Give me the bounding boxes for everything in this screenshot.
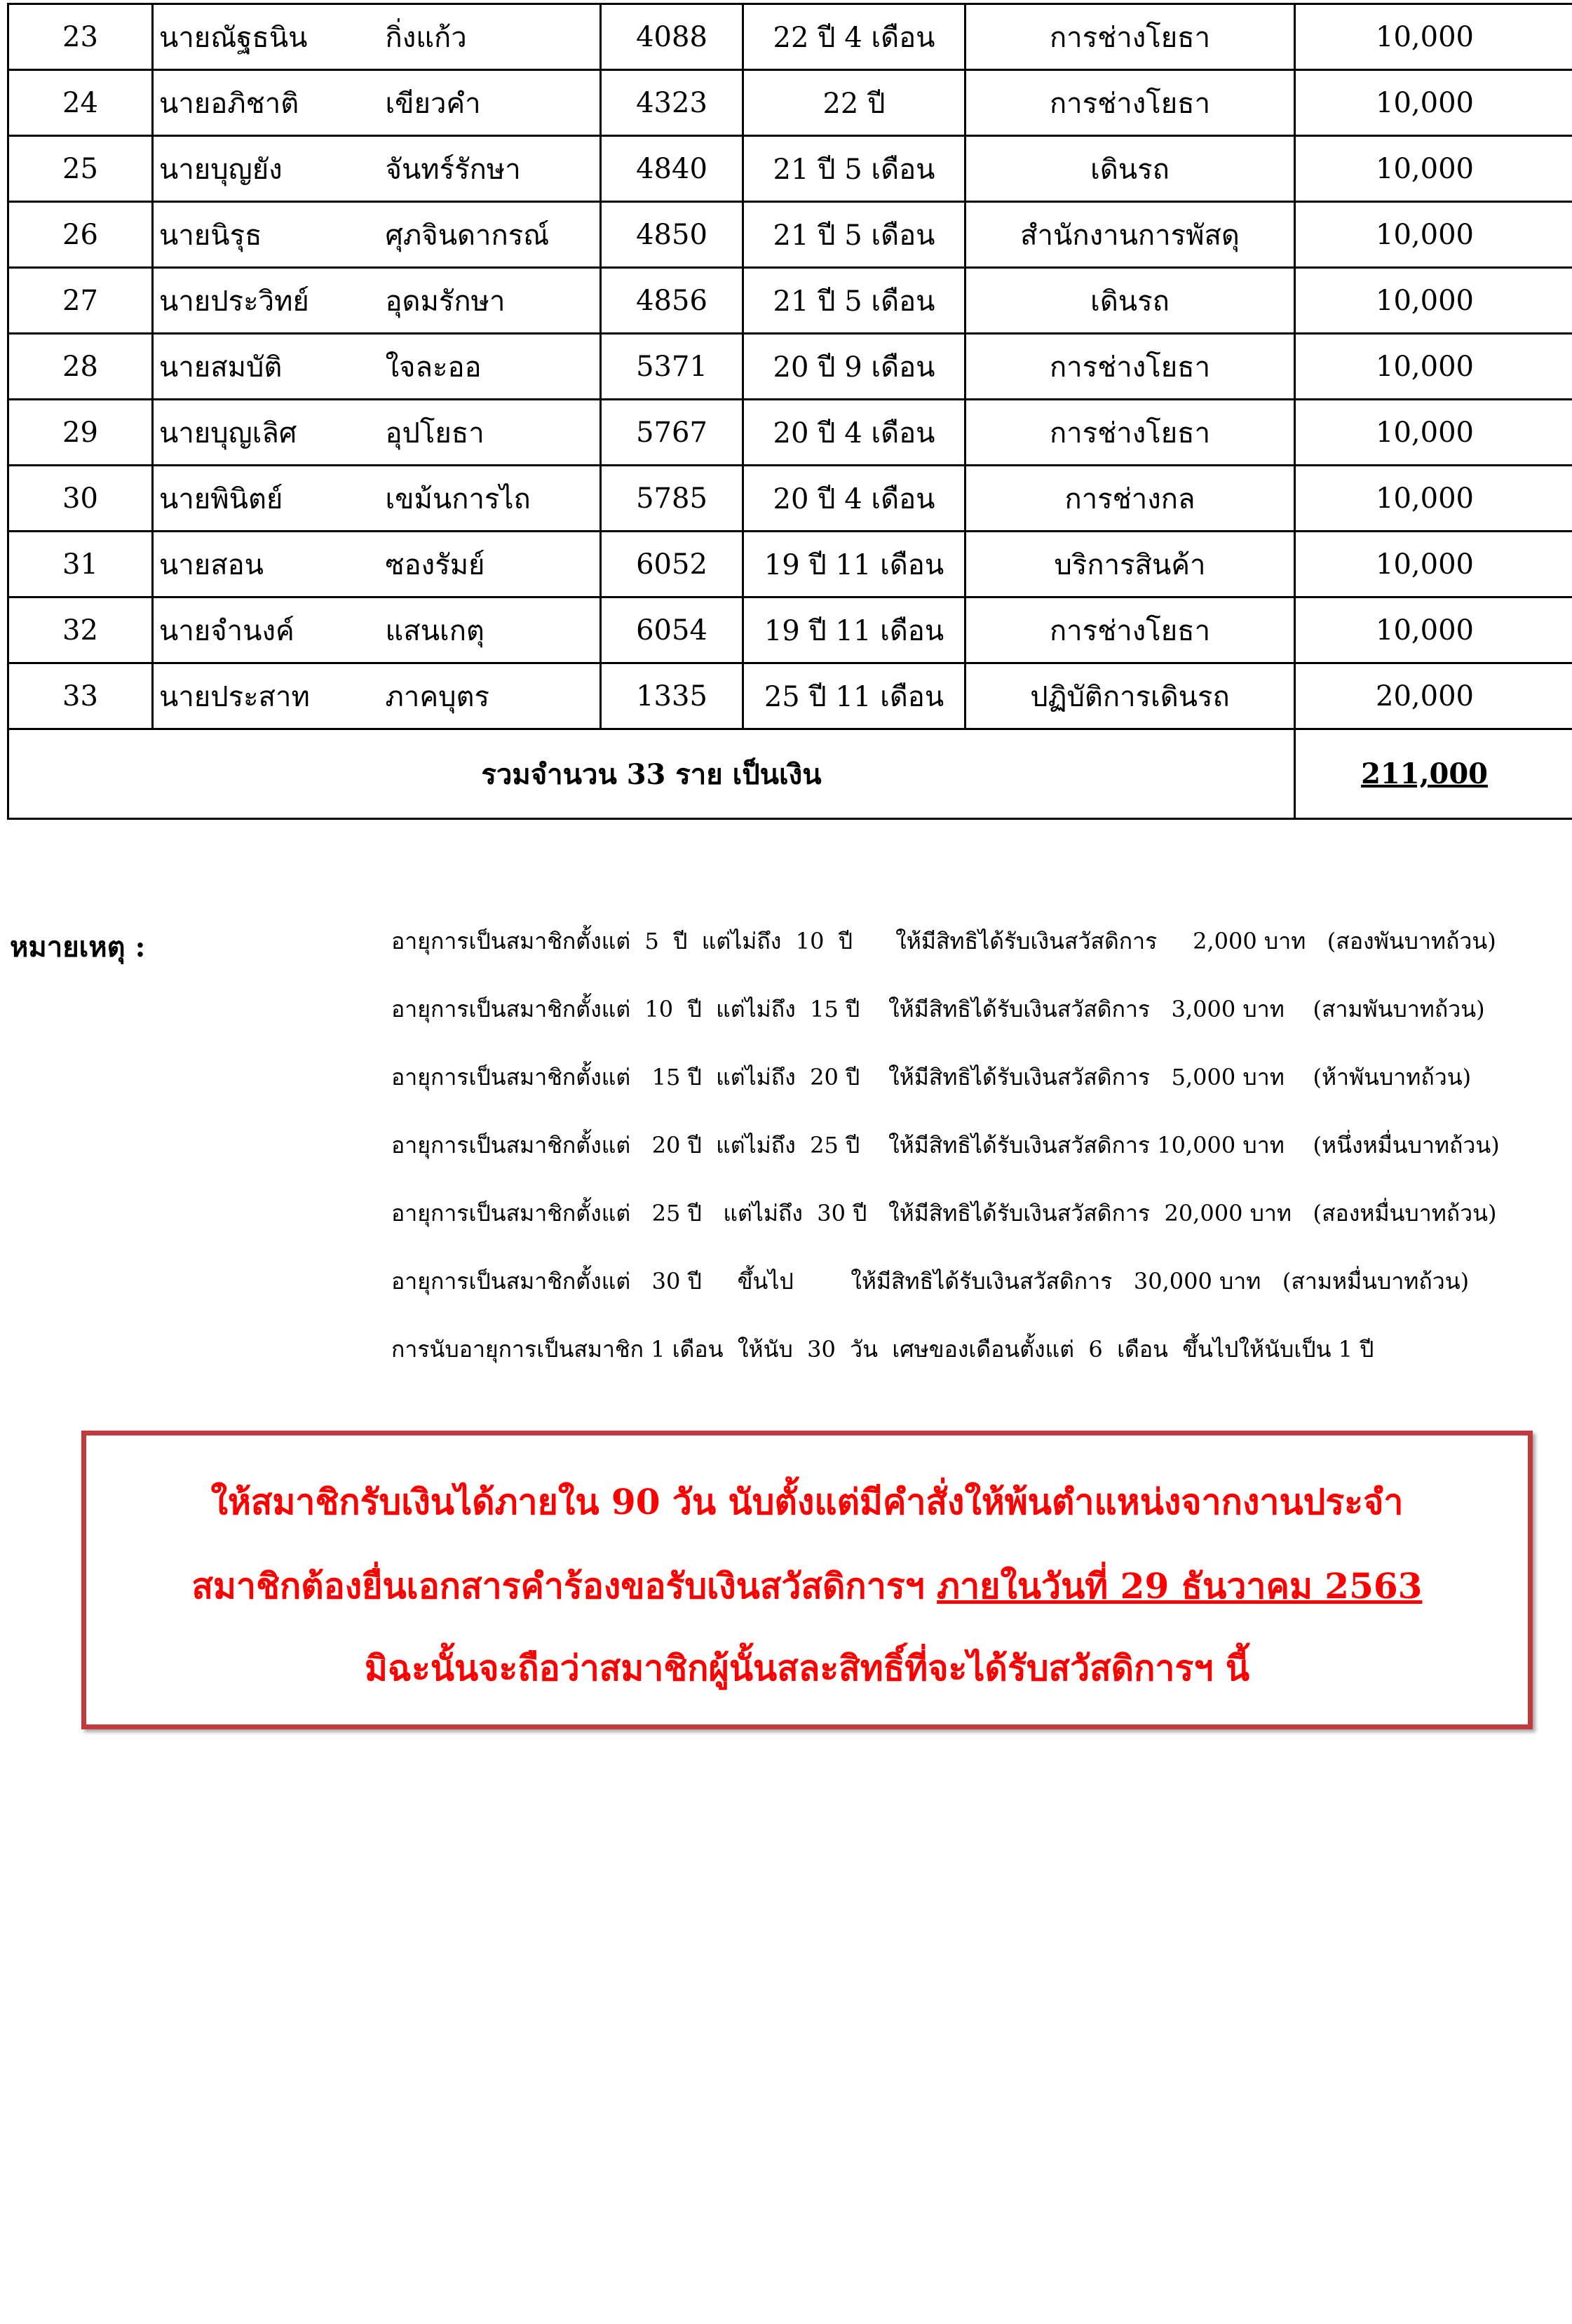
note-line: อายุการเป็นสมาชิกตั้งแต่ 25 ปี แต่ไม่ถึง 30 ปี ให้มีสิทธิได้รับเงินสวัสดิการ 20,000 บาท (สองหมื่นบาทถ้วน): [391, 1200, 1497, 1227]
department-cell: ปฏิบัติการเดินรถ: [965, 663, 1295, 729]
row-number-cell: 24: [8, 70, 153, 136]
department-cell: การช่างโยธา: [965, 4, 1295, 70]
row-number-cell: 26: [8, 202, 153, 268]
department-cell: บริการสินค้า: [965, 532, 1295, 597]
welfare-amount-cell: 10,000: [1295, 466, 1572, 532]
department-cell: เดินรถ: [965, 268, 1295, 334]
welfare-amount-cell: 10,000: [1295, 70, 1572, 136]
row-number-cell: 33: [8, 663, 153, 729]
note-line: อายุการเป็นสมาชิกตั้งแต่ 20 ปี แต่ไม่ถึง 25 ปี ให้มีสิทธิได้รับเงินสวัสดิการ 10,000 บาท (หนึ่งหมื่นบาทถ้วน): [391, 1132, 1500, 1158]
department-cell: การช่างกล: [965, 466, 1295, 532]
row-number-cell: 25: [8, 136, 153, 202]
member-id-cell: 4323: [601, 70, 743, 136]
table-row: [8, 202, 1572, 268]
last-name-cell: เขียวคำ: [379, 70, 601, 136]
table-row: [8, 597, 1572, 663]
department-cell: เดินรถ: [965, 136, 1295, 202]
notice-line-1: ให้สมาชิกรับเงินได้ภายใน 90 วัน นับตั้งแต่มีคำสั่งให้พ้นตำแหน่งจากงานประจำ: [210, 1481, 1404, 1522]
last-name-cell: ศุภจินดากรณ์: [379, 202, 601, 268]
first-name-cell: นายนิรุธ: [153, 202, 379, 268]
member-id-cell: 5785: [601, 466, 743, 532]
department-cell: การช่างโยธา: [965, 597, 1295, 663]
row-number-cell: 32: [8, 597, 153, 663]
member-id-cell: 4840: [601, 136, 743, 202]
department-cell: สำนักงานการพัสดุ: [965, 202, 1295, 268]
welfare-amount-cell: 20,000: [1295, 663, 1572, 729]
row-number-cell: 23: [8, 4, 153, 70]
membership-tenure-cell: 22 ปี 4 เดือน: [743, 4, 965, 70]
notes-list: [391, 927, 1569, 1403]
last-name-cell: ซองรัมย์: [379, 532, 601, 597]
table-row: [8, 268, 1572, 334]
table-row: [8, 532, 1572, 597]
last-name-cell: อุดมรักษา: [379, 268, 601, 334]
welfare-amount-cell: 10,000: [1295, 202, 1572, 268]
row-number-cell: 30: [8, 466, 153, 532]
member-id-cell: 6052: [601, 532, 743, 597]
membership-tenure-cell: 21 ปี 5 เดือน: [743, 268, 965, 334]
welfare-amount-cell: 10,000: [1295, 268, 1572, 334]
table-row: [8, 663, 1572, 729]
note-line: อายุการเป็นสมาชิกตั้งแต่ 10 ปี แต่ไม่ถึง 15 ปี ให้มีสิทธิได้รับเงินสวัสดิการ 3,000 บาท (สามพันบาทถ้วน): [391, 996, 1485, 1022]
note-line: อายุการเป็นสมาชิกตั้งแต่ 15 ปี แต่ไม่ถึง 20 ปี ให้มีสิทธิได้รับเงินสวัสดิการ 5,000 บาท (ห้าพันบาทถ้วน): [391, 1064, 1472, 1090]
membership-tenure-cell: 21 ปี 5 เดือน: [743, 202, 965, 268]
welfare-amount-cell: 10,000: [1295, 597, 1572, 663]
note-label: หมายเหตุ :: [10, 931, 146, 964]
total-label: รวมจำนวน 33 ราย เป็นเงิน: [8, 729, 1295, 819]
first-name-cell: นายบุญเลิศ: [153, 400, 379, 466]
total-row: [8, 729, 1572, 819]
membership-tenure-cell: 20 ปี 4 เดือน: [743, 466, 965, 532]
notice-line-2-text: สมาชิกต้องยื่นเอกสารคำร้องขอรับเงินสวัสดิการฯ: [191, 1565, 937, 1607]
first-name-cell: นายประสาท: [153, 663, 379, 729]
notice-line-2: [86, 1559, 1528, 1614]
membership-tenure-cell: 20 ปี 9 เดือน: [743, 334, 965, 400]
last-name-cell: แสนเกตุ: [379, 597, 601, 663]
department-cell: การช่างโยธา: [965, 400, 1295, 466]
row-number-cell: 31: [8, 532, 153, 597]
first-name-cell: นายณัฐธนิน: [153, 4, 379, 70]
welfare-amount-cell: 10,000: [1295, 136, 1572, 202]
note-line: อายุการเป็นสมาชิกตั้งแต่ 5 ปี แต่ไม่ถึง 10 ปี ให้มีสิทธิได้รับเงินสวัสดิการ 2,000 บาท (สองพันบาทถ้วน): [391, 928, 1496, 954]
membership-tenure-cell: 22 ปี: [743, 70, 965, 136]
table-row: [8, 70, 1572, 136]
row-number-cell: 29: [8, 400, 153, 466]
member-id-cell: 5371: [601, 334, 743, 400]
member-id-cell: 4088: [601, 4, 743, 70]
notice-deadline: ภายในวันที่ 29 ธันวาคม 2563: [937, 1565, 1423, 1607]
membership-tenure-cell: 21 ปี 5 เดือน: [743, 136, 965, 202]
member-id-cell: 5767: [601, 400, 743, 466]
welfare-amount-cell: 10,000: [1295, 532, 1572, 597]
deadline-notice-box: [81, 1431, 1533, 1729]
table-body: [8, 4, 1572, 819]
last-name-cell: กิ่งแก้ว: [379, 4, 601, 70]
membership-tenure-cell: 19 ปี 11 เดือน: [743, 532, 965, 597]
table-row: [8, 334, 1572, 400]
welfare-amount-cell: 10,000: [1295, 4, 1572, 70]
first-name-cell: นายประวิทย์: [153, 268, 379, 334]
last-name-cell: ภาคบุตร: [379, 663, 601, 729]
note-line: อายุการเป็นสมาชิกตั้งแต่ 30 ปี ขึ้นไป ให้มีสิทธิได้รับเงินสวัสดิการ 30,000 บาท (สามหมื่นบาทถ้วน): [391, 1268, 1470, 1295]
membership-tenure-cell: 20 ปี 4 เดือน: [743, 400, 965, 466]
table-row: [8, 4, 1572, 70]
notice-line-3: มิฉะนั้นจะถือว่าสมาชิกผู้นั้นสละสิทธิ์ที่จะได้รับสวัสดิการฯ นี้: [364, 1647, 1250, 1689]
first-name-cell: นายพินิตย์: [153, 466, 379, 532]
table-row: [8, 466, 1572, 532]
total-amount: 211,000: [1295, 729, 1572, 819]
welfare-table: [7, 3, 1572, 820]
note-line: การนับอายุการเป็นสมาชิก 1 เดือน ให้นับ 30 วัน เศษของเดือนตั้งแต่ 6 เดือน ขึ้นไปให้นับเป็น 1 ปี: [391, 1336, 1374, 1363]
membership-tenure-cell: 19 ปี 11 เดือน: [743, 597, 965, 663]
row-number-cell: 27: [8, 268, 153, 334]
member-id-cell: 1335: [601, 663, 743, 729]
member-id-cell: 4856: [601, 268, 743, 334]
table-row: [8, 400, 1572, 466]
last-name-cell: จันทร์รักษา: [379, 136, 601, 202]
first-name-cell: นายอภิชาติ: [153, 70, 379, 136]
first-name-cell: นายบุญยัง: [153, 136, 379, 202]
department-cell: การช่างโยธา: [965, 70, 1295, 136]
welfare-amount-cell: 10,000: [1295, 334, 1572, 400]
last-name-cell: อุปโยธา: [379, 400, 601, 466]
welfare-amount-cell: 10,000: [1295, 400, 1572, 466]
first-name-cell: นายสอน: [153, 532, 379, 597]
last-name-cell: ใจละออ: [379, 334, 601, 400]
membership-tenure-cell: 25 ปี 11 เดือน: [743, 663, 965, 729]
department-cell: การช่างโยธา: [965, 334, 1295, 400]
first-name-cell: นายจำนงค์: [153, 597, 379, 663]
member-id-cell: 6054: [601, 597, 743, 663]
member-id-cell: 4850: [601, 202, 743, 268]
table-row: [8, 136, 1572, 202]
last-name-cell: เขม้นการไถ: [379, 466, 601, 532]
first-name-cell: นายสมบัติ: [153, 334, 379, 400]
row-number-cell: 28: [8, 334, 153, 400]
